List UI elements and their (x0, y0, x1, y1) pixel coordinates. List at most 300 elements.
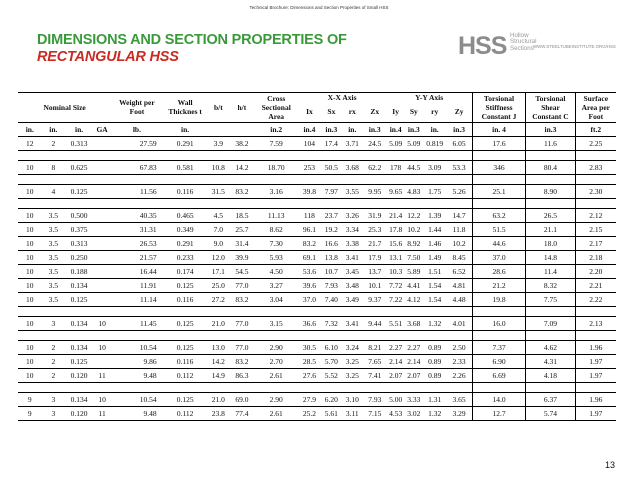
table-cell: 5.70 (321, 354, 341, 368)
table-cell: 10 (18, 208, 42, 222)
header-yy-axis: Y-Y Axis (387, 93, 473, 103)
table-cell: 80.4 (526, 160, 575, 174)
table-cell: 7.09 (526, 316, 575, 330)
table-cell: 11.6 (526, 136, 575, 150)
spacer-cell (65, 306, 93, 316)
spacer-cell (298, 306, 322, 316)
table-cell: 1.75 (423, 184, 447, 198)
table-cell: 2.21 (575, 278, 616, 292)
spacer-cell (423, 382, 447, 392)
table-cell: 0.134 (65, 278, 93, 292)
table-cell: 27.9 (298, 392, 322, 406)
table-cell: 0.313 (65, 236, 93, 250)
spacer-cell (93, 306, 111, 316)
table-cell (93, 136, 111, 150)
group-spacer (18, 174, 616, 184)
table-cell: 0.120 (65, 406, 93, 420)
table-cell: 39.8 (298, 184, 322, 198)
spacer-cell (472, 198, 526, 208)
table-cell (93, 184, 111, 198)
table-cell: 25.1 (472, 184, 526, 198)
table-cell: 3.5 (42, 278, 66, 292)
table-cell: 0.375 (65, 222, 93, 236)
spacer-cell (363, 382, 387, 392)
table-cell: 10 (18, 184, 42, 198)
table-cell: 25.7 (229, 222, 255, 236)
spacer-cell (423, 150, 447, 160)
unit-cell: in.3 (526, 122, 575, 136)
spacer-cell (387, 306, 405, 316)
table-cell: 0.174 (163, 264, 208, 278)
spacer-cell (575, 306, 616, 316)
page-number: 13 (604, 460, 615, 470)
table-row (18, 278, 616, 292)
table-cell: 96.1 (298, 222, 322, 236)
spacer-cell (229, 198, 255, 208)
table-cell: 3.5 (42, 292, 66, 306)
table-cell: 0.250 (65, 250, 93, 264)
table-cell: 9 (18, 392, 42, 406)
header-weight: Weight per Foot (111, 93, 162, 123)
table-cell: 23.8 (208, 406, 229, 420)
table-cell: 25.0 (208, 278, 229, 292)
table-cell: 4.41 (405, 278, 423, 292)
table-cell: 3 (42, 316, 66, 330)
table-cell: 36.6 (298, 316, 322, 330)
table-cell: 10 (93, 316, 111, 330)
table-row (18, 406, 616, 420)
spacer-cell (93, 198, 111, 208)
table-cell: 10 (18, 160, 42, 174)
table-cell: 27.6 (298, 368, 322, 382)
table-cell: 3.5 (42, 208, 66, 222)
spacer-cell (447, 382, 473, 392)
table-cell: 4.18 (526, 368, 575, 382)
table-cell: 0.465 (163, 208, 208, 222)
dimensions-table (18, 92, 616, 421)
spacer-cell (298, 150, 322, 160)
table-cell: 4.83 (405, 184, 423, 198)
header-row (18, 93, 616, 103)
table-cell: 12.7 (472, 406, 526, 420)
table-cell: 1.54 (423, 292, 447, 306)
table-cell: 4.5 (208, 208, 229, 222)
table-cell: 11.14 (111, 292, 162, 306)
table-cell: 3.10 (342, 392, 363, 406)
table-cell: 0.313 (65, 136, 93, 150)
spacer-cell (363, 306, 387, 316)
header-ix: Ix (306, 107, 313, 117)
table-cell: 1.44 (423, 222, 447, 236)
header-torsional-shear: Torsional Shear Constant C (526, 93, 575, 123)
table-cell: 39.9 (229, 250, 255, 264)
table-cell: 8.21 (363, 340, 387, 354)
table-cell: 0.125 (163, 278, 208, 292)
table-cell: 1.97 (575, 354, 616, 368)
table-cell: 30.5 (298, 340, 322, 354)
spacer-cell (18, 306, 42, 316)
table-cell: 0.116 (163, 292, 208, 306)
spacer-cell (111, 174, 162, 184)
table-row (18, 392, 616, 406)
spacer-cell (342, 174, 363, 184)
table-cell: 14.2 (208, 354, 229, 368)
table-cell: 10.7 (321, 264, 341, 278)
table-cell: 0.125 (65, 184, 93, 198)
table-cell: 2.90 (255, 392, 298, 406)
spacer-cell (42, 382, 66, 392)
table-cell: 0.349 (163, 222, 208, 236)
table-cell: 2.13 (575, 316, 616, 330)
table-cell: 5.74 (526, 406, 575, 420)
unit-cell: ft.2 (575, 122, 616, 136)
table-cell: 10 (18, 278, 42, 292)
unit-cell: in. (18, 122, 42, 136)
table-cell: 77.0 (229, 278, 255, 292)
table-cell: 10 (93, 392, 111, 406)
table-cell: 0.116 (163, 184, 208, 198)
table-cell: 21.4 (387, 208, 405, 222)
table-cell: 17.4 (321, 136, 341, 150)
table-cell: 16.0 (472, 316, 526, 330)
spacer-cell (321, 150, 341, 160)
header-iy: Iy (392, 107, 399, 117)
table-cell: 8.62 (255, 222, 298, 236)
spacer-cell (255, 382, 298, 392)
spacer-cell (18, 198, 42, 208)
table-cell: 10.54 (111, 392, 162, 406)
table-cell: 18.5 (229, 208, 255, 222)
table-cell: 3.27 (255, 278, 298, 292)
table-cell: 10.2 (405, 222, 423, 236)
table-cell: 54.5 (229, 264, 255, 278)
table-cell: 5.26 (447, 184, 473, 198)
table-cell: 9.48 (111, 368, 162, 382)
table-cell: 26.5 (526, 208, 575, 222)
logo-tagline (510, 33, 536, 52)
table-cell: 2.27 (405, 340, 423, 354)
spacer-cell (18, 150, 42, 160)
spacer-cell (342, 330, 363, 340)
table-cell: 5.61 (321, 406, 341, 420)
spacer-cell (575, 198, 616, 208)
table-cell: 11.56 (111, 184, 162, 198)
table-cell: 7.72 (387, 278, 405, 292)
table-cell: 3.9 (208, 136, 229, 150)
spacer-cell (526, 330, 575, 340)
table-cell: 4.31 (526, 354, 575, 368)
table-row (18, 160, 616, 174)
table-cell: 21.0 (208, 316, 229, 330)
spacer-cell (229, 306, 255, 316)
spacer-cell (255, 150, 298, 160)
table-cell: 6.69 (472, 368, 526, 382)
table-cell: 13.0 (208, 340, 229, 354)
table-cell: 0.125 (163, 392, 208, 406)
table-cell: 0.500 (65, 208, 93, 222)
unit-cell (208, 122, 229, 136)
spacer-cell (363, 330, 387, 340)
table-cell: 11 (93, 406, 111, 420)
table-cell: 0.188 (65, 264, 93, 278)
spacer-cell (342, 198, 363, 208)
unit-cell: in.3 (363, 122, 387, 136)
table-row (18, 354, 616, 368)
table-cell: 10 (18, 292, 42, 306)
table-body (18, 136, 616, 420)
table-cell: 118 (298, 208, 322, 222)
table-cell: 2.26 (447, 368, 473, 382)
spacer-cell (405, 330, 423, 340)
table-cell: 27.2 (208, 292, 229, 306)
table-cell: 7.93 (321, 278, 341, 292)
unit-cell: GA (93, 122, 111, 136)
table-cell: 10 (18, 250, 42, 264)
table-cell: 4.48 (447, 292, 473, 306)
spacer-cell (526, 174, 575, 184)
table-cell: 5.52 (321, 368, 341, 382)
group-spacer (18, 150, 616, 160)
spacer-cell (575, 150, 616, 160)
logo-url: WWW.STEELTUBEINSTITUTE.ORG/HSS (533, 44, 616, 49)
table-cell: 0.89 (423, 368, 447, 382)
table-cell: 3.68 (405, 316, 423, 330)
spacer-cell (65, 198, 93, 208)
header-ry: ry (431, 107, 439, 117)
table-cell: 4.62 (526, 340, 575, 354)
table-cell: 2.07 (387, 368, 405, 382)
table-cell: 2.15 (575, 222, 616, 236)
spacer-cell (65, 382, 93, 392)
table-cell: 2.14 (387, 354, 405, 368)
table-cell: 8.92 (405, 236, 423, 250)
unit-cell: lb. (111, 122, 162, 136)
spacer-cell (321, 330, 341, 340)
spacer-cell (93, 382, 111, 392)
table-cell: 3.48 (342, 278, 363, 292)
table-cell: 6.20 (321, 392, 341, 406)
table-cell: 7.30 (255, 236, 298, 250)
table-cell: 3 (42, 406, 66, 420)
page-title (37, 32, 347, 66)
table-cell: 9.48 (111, 406, 162, 420)
table-cell: 2.33 (447, 354, 473, 368)
table-cell: 3.11 (342, 406, 363, 420)
spacer-cell (65, 174, 93, 184)
table-cell: 10 (18, 340, 42, 354)
spacer-cell (387, 382, 405, 392)
table-cell: 7.40 (321, 292, 341, 306)
table-cell: 16.44 (111, 264, 162, 278)
table-cell: 3.5 (42, 264, 66, 278)
table-cell: 0.125 (65, 354, 93, 368)
unit-cell: in.3 (405, 122, 423, 136)
table-cell: 31.5 (208, 184, 229, 198)
table-row (18, 222, 616, 236)
table-row (18, 292, 616, 306)
table-cell: 9.86 (111, 354, 162, 368)
spacer-cell (363, 198, 387, 208)
spacer-cell (208, 198, 229, 208)
header-ht: h/t (229, 93, 255, 123)
table-cell: 2.61 (255, 368, 298, 382)
table-cell: 15.6 (387, 236, 405, 250)
table-cell: 44.5 (405, 160, 423, 174)
spacer-cell (163, 306, 208, 316)
header-zy: Zy (454, 107, 464, 117)
table-cell: 77.4 (229, 406, 255, 420)
table-cell: 2.07 (405, 368, 423, 382)
spacer-cell (208, 330, 229, 340)
table-cell: 17.6 (472, 136, 526, 150)
table-cell: 14.2 (229, 160, 255, 174)
table-row (18, 208, 616, 222)
table-cell: 3.25 (342, 354, 363, 368)
table-cell: 3.16 (255, 184, 298, 198)
table-cell: 44.6 (472, 236, 526, 250)
table-row (18, 184, 616, 198)
table-cell: 83.2 (229, 354, 255, 368)
spacer-cell (163, 330, 208, 340)
table-cell: 4.81 (447, 278, 473, 292)
spacer-cell (321, 306, 341, 316)
table-cell: 11.45 (111, 316, 162, 330)
table-cell: 25.2 (298, 406, 322, 420)
table-cell: 1.97 (575, 368, 616, 382)
spacer-cell (575, 330, 616, 340)
spacer-cell (229, 330, 255, 340)
spacer-cell (321, 174, 341, 184)
table-cell: 8.32 (526, 278, 575, 292)
table-cell: 7.32 (321, 316, 341, 330)
spacer-cell (405, 306, 423, 316)
table-cell: 3.49 (342, 292, 363, 306)
table-cell: 2 (42, 136, 66, 150)
table-cell: 10.1 (363, 278, 387, 292)
table-cell (93, 354, 111, 368)
table-cell: 51.5 (472, 222, 526, 236)
table-cell: 53.3 (447, 160, 473, 174)
spacer-cell (405, 174, 423, 184)
table-cell: 3.65 (447, 392, 473, 406)
table-cell: 3.41 (342, 250, 363, 264)
unit-cell: in.4 (387, 122, 405, 136)
table-cell: 5.09 (405, 136, 423, 150)
table-cell: 0.233 (163, 250, 208, 264)
table-cell: 0.134 (65, 316, 93, 330)
table-cell: 6.10 (321, 340, 341, 354)
table-cell: 2.12 (575, 208, 616, 222)
document-caption: Technical Brochure: Dimensions and Section Properties of Small HSS (249, 5, 389, 10)
table-cell: 178 (387, 160, 405, 174)
table-cell: 6.05 (447, 136, 473, 150)
table-cell: 9.95 (363, 184, 387, 198)
header-rx: rx (348, 107, 356, 117)
spacer-cell (526, 382, 575, 392)
spacer-cell (93, 174, 111, 184)
table-cell: 3.25 (342, 368, 363, 382)
table-cell: 0.112 (163, 406, 208, 420)
spacer-cell (447, 198, 473, 208)
table-cell: 7.65 (363, 354, 387, 368)
table-cell: 12 (18, 136, 42, 150)
table-cell: 7.59 (255, 136, 298, 150)
spacer-cell (18, 330, 42, 340)
table-row (18, 264, 616, 278)
table-cell: 0.120 (65, 368, 93, 382)
table-cell: 28.6 (472, 264, 526, 278)
table-cell: 3.68 (342, 160, 363, 174)
table-cell: 6.37 (526, 392, 575, 406)
table-cell: 37.0 (472, 250, 526, 264)
logo-tag-3: Sections (510, 44, 534, 52)
spacer-cell (255, 330, 298, 340)
table-cell: 14.8 (526, 250, 575, 264)
table-cell: 5.09 (387, 136, 405, 150)
header-sy: Sy (409, 107, 418, 117)
table-cell: 7.15 (363, 406, 387, 420)
table-cell: 2.61 (255, 406, 298, 420)
spacer-cell (387, 330, 405, 340)
spacer-cell (526, 198, 575, 208)
table-cell: 4.53 (387, 406, 405, 420)
table-cell: 77.0 (229, 340, 255, 354)
table-cell: 25.3 (363, 222, 387, 236)
table-cell: 16.6 (321, 236, 341, 250)
table-cell: 3.71 (342, 136, 363, 150)
spacer-cell (255, 174, 298, 184)
spacer-cell (423, 198, 447, 208)
table-cell: 86.3 (229, 368, 255, 382)
spacer-cell (387, 198, 405, 208)
table-cell: 1.46 (423, 236, 447, 250)
table-row (18, 368, 616, 382)
table-cell: 1.32 (423, 406, 447, 420)
spacer-cell (18, 174, 42, 184)
table-cell: 3.09 (423, 160, 447, 174)
spacer-cell (163, 382, 208, 392)
spacer-cell (447, 150, 473, 160)
table-cell: 0.125 (163, 340, 208, 354)
spacer-cell (42, 330, 66, 340)
spacer-cell (405, 150, 423, 160)
table-cell: 14.0 (472, 392, 526, 406)
table-cell: 10.3 (387, 264, 405, 278)
table-cell (93, 160, 111, 174)
spacer-cell (423, 306, 447, 316)
table-cell: 4.12 (405, 292, 423, 306)
spacer-cell (111, 198, 162, 208)
table-cell: 6.90 (472, 354, 526, 368)
table-cell: 8.45 (447, 250, 473, 264)
table-cell (93, 208, 111, 222)
header-torsional-stiffness: Torsional Stiffness Constant J (472, 93, 526, 123)
table-cell: 11.91 (111, 278, 162, 292)
table-cell: 9.65 (387, 184, 405, 198)
table-row (18, 316, 616, 330)
table-cell: 2.30 (575, 184, 616, 198)
table-cell (93, 222, 111, 236)
table-cell: 4.50 (255, 264, 298, 278)
table-cell: 21.57 (111, 250, 162, 264)
table-cell: 3 (42, 392, 66, 406)
table-cell: 5.00 (387, 392, 405, 406)
spacer-cell (65, 150, 93, 160)
table-cell: 0.291 (163, 236, 208, 250)
spacer-cell (423, 330, 447, 340)
unit-cell: in. (42, 122, 66, 136)
table-cell: 18.0 (526, 236, 575, 250)
